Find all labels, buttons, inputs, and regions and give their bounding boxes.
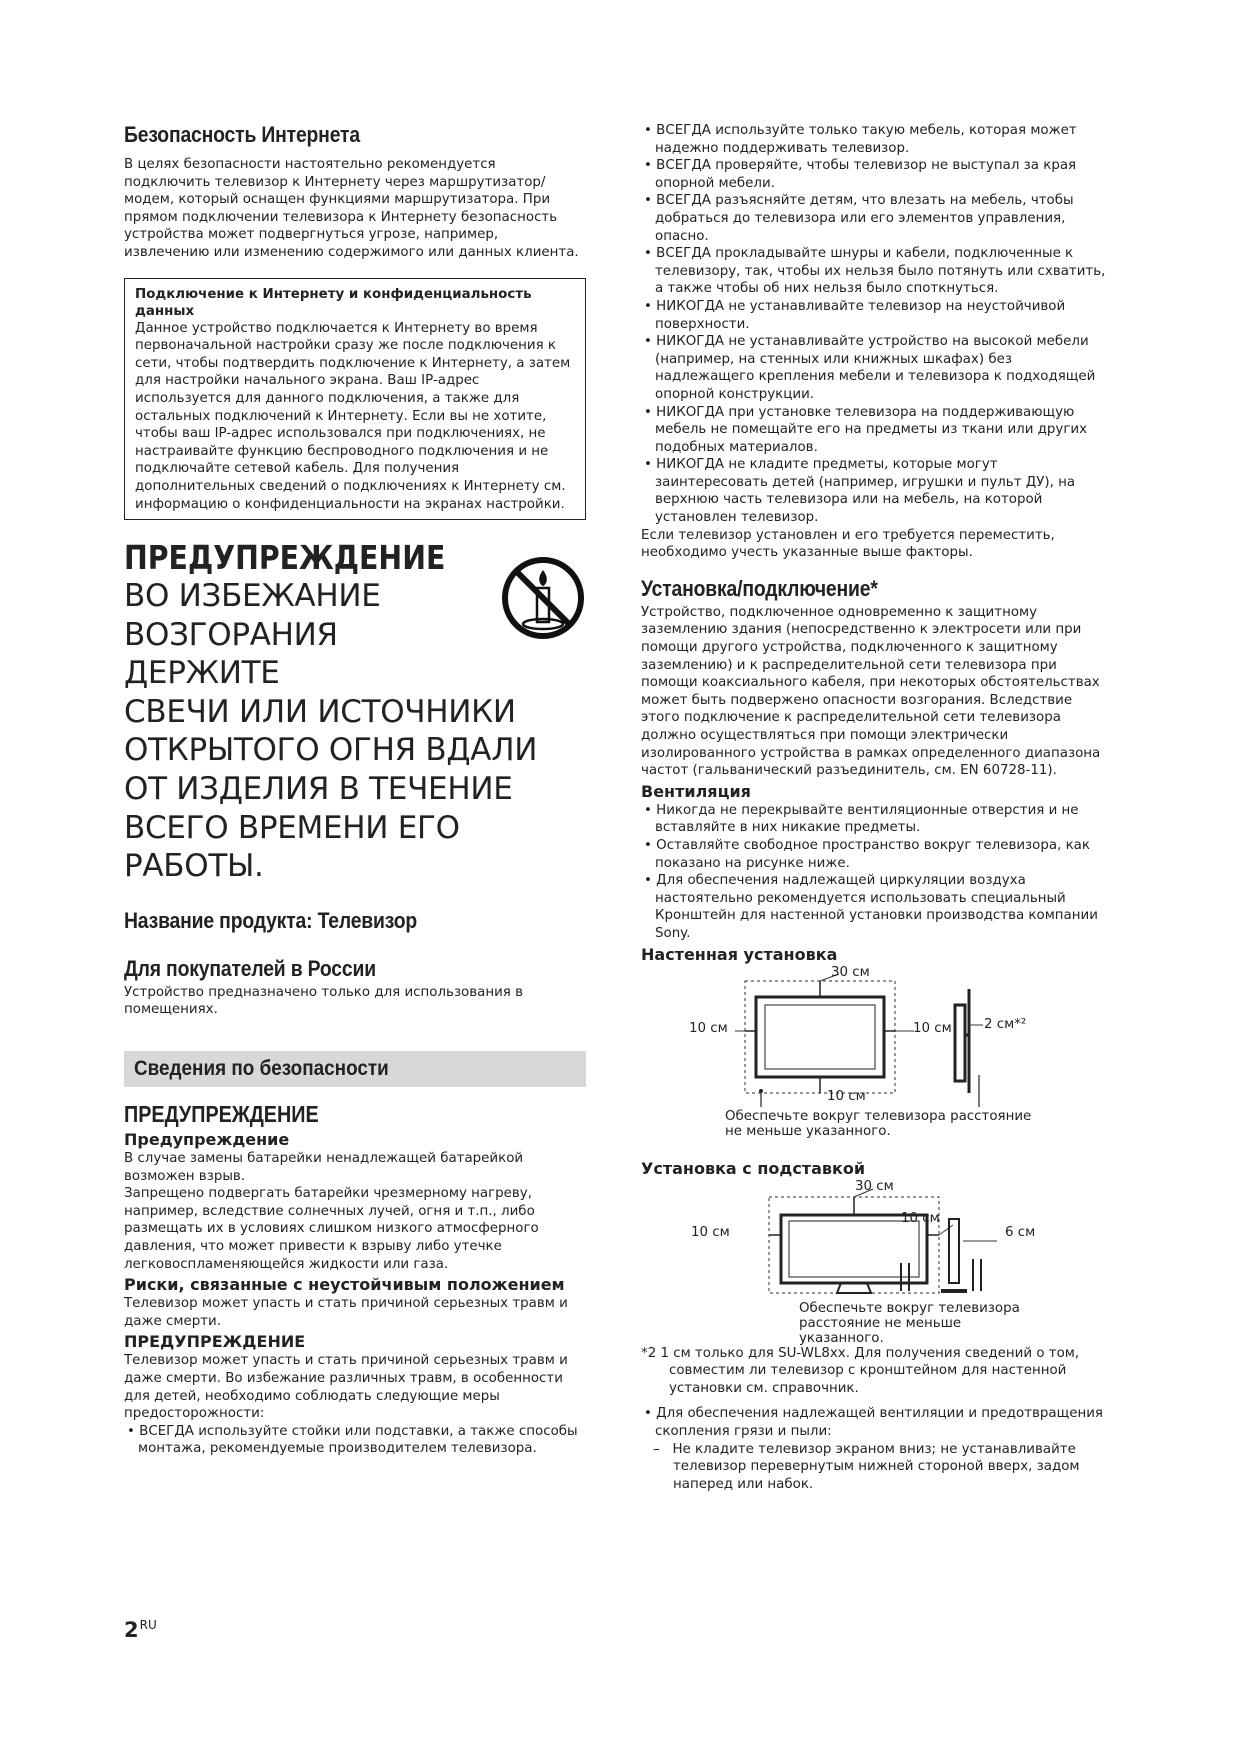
page-lang: RU	[139, 1618, 157, 1632]
privacy-box	[124, 278, 586, 521]
stand-diagram	[641, 1179, 1107, 1345]
risk-text: Телевизор может упасть и стать причиной серьезных травм и даже смерти.	[124, 1296, 568, 1329]
stand-gap-top-label: 30 см	[855, 1178, 894, 1194]
stand-caption: Обеспечьте вокруг телевизора расстояние не меньше указанного.	[799, 1300, 1020, 1346]
list-item: • ВСЕГДА разъясняйте детям, что влезать на мебель, чтобы добраться до телевизора или его элементов управления, опасно.	[641, 192, 1107, 245]
list-item: • Никогда не перекрывайте вентиляционные отверстия и не вставляйте в них никакие предметы.	[641, 802, 1107, 837]
wall-mount-figure	[641, 965, 1107, 1115]
list-item: • Для обеспечения надлежащей вентиляции и предотвращения скопления грязи и пыли:	[641, 1405, 1107, 1440]
privacy-box-text: Данное устройство подключается к Интернету во время первоначальной настройки сразу же после подключения к сети, чтобы подтвердить подключение к Интернету, а затем для настройки начального экрана. Ваш IP-адрес используется для данного подключения, а также для остальных подключений к Интернету. Если вы не хотите, чтобы ваш IP-адрес использовался при подключениях, не настраивайте функцию беспроводного подключения и не подключайте сетевой кабель. Для получения дополнительных сведений о подключениях к Интернету см. информацию о конфиденциальности на экранах настройки.	[135, 320, 571, 512]
product-name: Название продукта: Телевизор	[124, 907, 418, 933]
wall-gap-side-label: 2 см*²	[984, 1016, 1027, 1032]
internet-security-title: Безопасность Интернета	[124, 122, 360, 147]
warning3-subtitle: ПРЕДУПРЕЖДЕНИЕ	[124, 1332, 306, 1352]
wall-gap-left-label: 10 см	[689, 1020, 728, 1036]
list-item: • Оставляйте свободное пространство вокруг телевизора, как показано на рисунке ниже.	[641, 837, 1107, 872]
wall-mount-diagram	[641, 965, 1107, 1157]
left-column	[124, 122, 586, 1458]
left-bullets	[124, 1423, 586, 1458]
page-number	[124, 1618, 157, 1642]
stand-subtitle: Установка с подставкой	[641, 1158, 866, 1178]
wall-gap-right-label: 10 см	[913, 1020, 952, 1036]
caution-subtitle: Предупреждение	[124, 1130, 290, 1150]
right-column	[641, 122, 1107, 1493]
list-item: • ВСЕГДА проверяйте, чтобы телевизор не выступал за края опорной мебели.	[641, 157, 1107, 192]
install-text: Устройство, подключенное одновременно к защитному заземлению здания (непосредственно к электросети или при помощи другого устройства, подключенного к защитному заземлению) и к распределительной сети телевизора при помощи коаксиального кабеля, при некоторых обстоятельствах может быть подвержено опасности возгорания. Вследствие этого подключение к распределительной сети телевизора должно осуществляться при помощи электрически изолированного устройства в рамках определенного диапазона частот (гальванический разъединитель, см. EN 60728-11).	[641, 604, 1101, 779]
ventilation-subtitle: Вентиляция	[641, 781, 751, 801]
internet-security-text: В целях безопасности настоятельно рекомендуется подключить телевизор к Интернету через маршрутизатор/модем, который оснащен функциями маршрутизатора. При прямом подключении телевизора к Интернету безопасность устройства может подвергнуться угрозе, например, извлечению или изменению содержимого или данных клиента.	[124, 157, 579, 260]
wall-gap-top-label: 30 см	[831, 964, 870, 980]
stand-gap-right-label: 10 см	[901, 1210, 940, 1226]
list-item: • ВСЕГДА используйте стойки или подставки, а также способы монтажа, рекомендуемые производителем телевизора.	[124, 1423, 586, 1458]
wall-gap-bottom-label: 10 см	[827, 1088, 866, 1104]
install-title: Установка/подключение*	[641, 575, 878, 601]
ventilation-bullets	[641, 802, 1107, 943]
safety-banner-title: Сведения по безопасности	[134, 1057, 389, 1081]
list-item: • НИКОГДА при установке телевизора на поддерживающую мебель не помещайте его на предметы из ткани или других подобных материалов.	[641, 404, 1107, 457]
list-item: • Для обеспечения надлежащей циркуляции воздуха настоятельно рекомендуется использовать специальный Кронштейн для настенной установки производства компании Sony.	[641, 872, 1107, 942]
stand-figure	[641, 1179, 1107, 1309]
ventilation2-dash-item: – Не кладите телевизор экраном вниз; не устанавливайте телевизор перевернутым нижней стороной вверх, задом наперед или набок.	[653, 1441, 1080, 1492]
list-item: • НИКОГДА не устанавливайте устройство на высокой мебели (например, на стенных или книжных шкафах) без надлежащего крепления мебели и телевизора к подходящей опорной конструкции.	[641, 333, 1107, 403]
stand-gap-left-label: 10 см	[691, 1224, 730, 1240]
safety-banner	[124, 1051, 586, 1087]
fire-warning	[124, 538, 586, 886]
ventilation2-bullets	[641, 1405, 1107, 1440]
stand-gap-side-label: 6 см	[1005, 1224, 1036, 1240]
list-item: • НИКОГДА не кладите предметы, которые могут заинтересовать детей (например, игрушки и пульт ДУ), на верхнюю часть телевизора или на мебель, на которой установлен телевизор.	[641, 456, 1107, 526]
move-text: Если телевизор установлен и его требуется переместить, необходимо учесть указанные выше факторы.	[641, 527, 1055, 561]
furniture-bullets	[641, 122, 1107, 527]
page-number-value: 2	[124, 1618, 139, 1642]
warning3-text: Телевизор может упасть и стать причиной серьезных травм и даже смерти. Во избежание различных травм, в особенности для детей, необходимо соблюдать следующие меры предосторожности:	[124, 1353, 568, 1422]
russia-title: Для покупателей в России	[124, 955, 376, 981]
fire-warning-text: ВО ИЗБЕЖАНИЕ ВОЗГОРАНИЯ ДЕРЖИТЕ СВЕЧИ ИЛИ ИСТОЧНИКИ ОТКРЫТОГО ОГНЯ ВДАЛИ ОТ ИЗДЕЛИЯ В ТЕЧЕНИЕ ВСЕГО ВРЕМЕНИ ЕГО РАБОТЫ.	[124, 578, 538, 885]
no-candle-icon	[500, 548, 586, 644]
battery-text-2: Запрещено подвергать батарейки чрезмерному нагреву, например, вследствие солнечных лучей, огня и т.п., либо размещать их в условиях слишком низкого атмосферного давления, что может привести к взрыву либо утечке легковоспламеняющейся жидкости или газа.	[124, 1186, 539, 1272]
wall-mount-caption: Обеспечьте вокруг телевизора расстояние не меньше указанного.	[725, 1108, 1032, 1139]
list-item: • ВСЕГДА прокладывайте шнуры и кабели, подключенные к телевизору, так, чтобы их нельзя было потянуть или схватить, а также чтобы об них нельзя было споткнуться.	[641, 245, 1107, 298]
warning2-title: ПРЕДУПРЕЖДЕНИЕ	[124, 1101, 319, 1128]
wall-mount-subtitle: Настенная установка	[641, 944, 838, 964]
risk-subtitle: Риски, связанные с неустойчивым положением	[124, 1275, 565, 1295]
footnote: *2 1 см только для SU-WL8xx. Для получения сведений о том, совместим ли телевизор с кронштейном для настенной установки см. справочник.	[641, 1345, 1080, 1396]
list-item: • НИКОГДА не устанавливайте телевизор на неустойчивой поверхности.	[641, 298, 1107, 333]
dash-text: Не кладите телевизор экраном вниз; не устанавливайте телевизор перевернутым нижней стороной вверх, задом наперед или набок.	[672, 1441, 1080, 1492]
list-item: • ВСЕГДА используйте только такую мебель, которая может надежно поддерживать телевизор.	[641, 122, 1107, 157]
privacy-box-title: Подключение к Интернету и конфиденциальность данных	[135, 286, 532, 319]
fire-warning-title: ПРЕДУПРЕЖДЕНИЕ	[124, 538, 446, 578]
russia-text: Устройство предназначено только для использования в помещениях.	[124, 984, 524, 1018]
battery-text-1: В случае замены батарейки ненадлежащей батарейкой возможен взрыв.	[124, 1151, 524, 1184]
